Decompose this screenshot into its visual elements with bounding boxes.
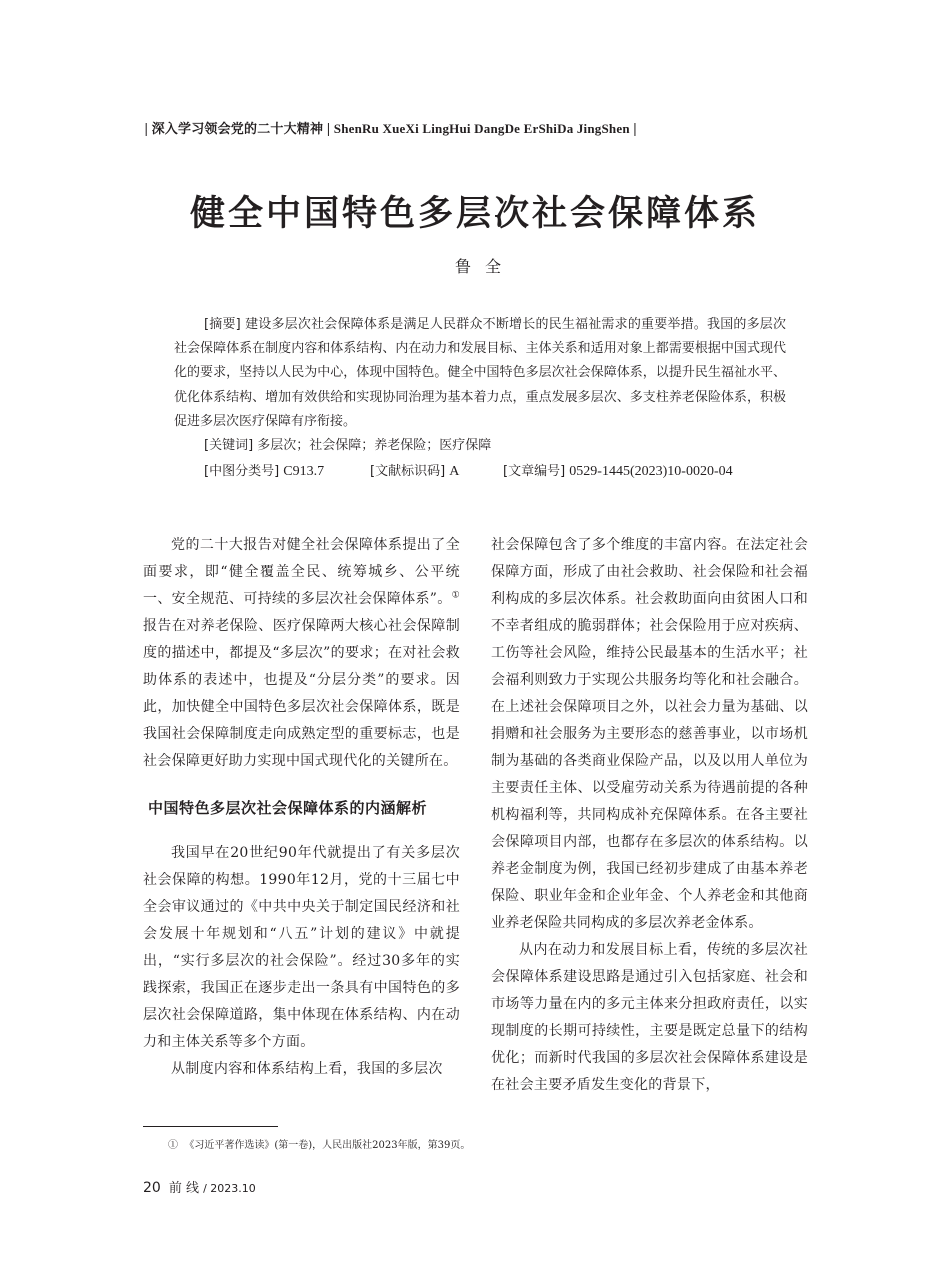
- footnote-text: 《习近平著作选读》(第一卷)，人民出版社2023年版，第39页。: [184, 1140, 471, 1151]
- paragraph-text: 报告在对养老保险、医疗保障两大核心社会保障制度的描述中，都提及“多层次”的要求；在对社会救助体系的表述中，也提及“分层分类”的要求。因此，加快健全中国特色多层次社会保障体系，既是我国社会保障制度走向成熟定型的重要标志，也是社会保障更好助力实现中国式现代化的关键所在。: [143, 618, 460, 769]
- keywords-label: [关键词]: [204, 438, 254, 454]
- page-number: 20: [143, 1180, 161, 1196]
- header-separator: |: [144, 122, 149, 137]
- section-heading: 中国特色多层次社会保障体系的内涵解析: [148, 799, 428, 817]
- article-number-label: [文章编号]: [503, 464, 566, 479]
- article-number-value: 0529-1445(2023)10-0020-04: [569, 464, 733, 479]
- clc-label: [中图分类号]: [204, 464, 280, 479]
- author-name: 鲁全: [454, 257, 515, 276]
- footnote: [168, 1136, 470, 1151]
- keywords-text: 多层次；社会保障；养老保险；医疗保障: [257, 438, 492, 454]
- body-paragraph: 社会保障包含了多个维度的丰富内容。在法定社会保障方面，形成了由社会救助、社会保险和社会福利构成的多层次体系。社会救助面向由贫困人口和不幸者组成的脆弱群体；社会保险用于应对疾病、工伤等社会风险，维持公民最基本的生活水平；社会福利则致力于实现公共服务均等化和社会融合。在上述社会保障项目之外，以社会力量为基础、以捐赠和社会服务为主要形态的慈善事业，以市场机制为基础的各类商业保险产品，以及以用人单位为主要责任主体、以受雇劳动关系为待遇前提的各种机构福利等，共同构成补充保障体系。在各主要社会保障项目内部，也都存在多层次的体系结构。以养老金制度为例，我国已经初步建成了由基本养老保险、职业年金和企业年金、个人养老金和其他商业养老保险共同构成的多层次养老金体系。: [491, 537, 808, 931]
- footnote-reference: ①: [451, 590, 460, 601]
- column-header: [141, 118, 640, 137]
- journal-name: 前 线: [168, 1181, 199, 1196]
- journal-issue: / 2023.10: [203, 1182, 256, 1195]
- body-paragraph: 从内在动力和发展目标上看，传统的多层次社会保障体系建设思路是通过引入包括家庭、社会和市场等力量在内的多元主体来分担政府责任，以实现制度的长期可持续性，主要是既定总量下的结构优化；而新时代我国的多层次社会保障体系建设是在社会主要矛盾发生变化的背景下，: [491, 942, 808, 1093]
- body-paragraph: 从制度内容和体系结构上看，我国的多层次: [171, 1061, 443, 1077]
- article-number: [503, 460, 733, 480]
- doc-code: [370, 460, 459, 480]
- header-separator: |: [632, 122, 638, 137]
- header-separator: |: [326, 122, 331, 137]
- body-paragraph: [143, 532, 460, 775]
- clc-value: C913.7: [283, 464, 325, 479]
- paragraph-text: 党的二十大报告对健全社会保障体系提出了全面要求，即“健全覆盖全民、统筹城乡、公平统一、安全规范、可持续的多层次社会保障体系”。: [143, 537, 460, 607]
- column-title-en: ShenRu XueXi LingHui DangDe ErShiDa JingShen: [333, 121, 630, 136]
- right-column: [491, 532, 808, 1099]
- abstract-label: [摘要]: [204, 317, 241, 332]
- column-title-cn: 深入学习领会党的二十大精神: [151, 122, 324, 137]
- doc-value: A: [449, 464, 460, 479]
- footnote-rule: [143, 1126, 278, 1127]
- article-title: 健全中国特色多层次社会保障体系: [189, 194, 760, 234]
- page-footer: [143, 1177, 256, 1196]
- body-paragraph: 我国早在20世纪90年代就提出了有关多层次社会保障的构想。1990年12月，党的十三届七中全会审议通过的《中共中央关于制定国民经济和社会发展十年规划和“八五”计划的建议》中就提出，“实行多层次的社会保险”。经过30多年的实践探索，我国正在逐步走出一条具有中国特色的多层次社会保障道路，集中体现在体系结构、内在动力和主体关系等多个方面。: [143, 845, 460, 1050]
- clc-code: [204, 460, 324, 480]
- keywords-line: [174, 434, 786, 458]
- abstract-text: 建设多层次社会保障体系是满足人民群众不断增长的民生福祉需求的重要举措。我国的多层次社会保障体系在制度内容和体系结构、内在动力和发展目标、主体关系和适用对象上都需要根据中国式现代化的要求，坚持以人民为中心，体现中国特色。健全中国特色多层次社会保障体系，以提升民生福祉水平、优化体系结构、增加有效供给和实现协同治理为基本着力点，重点发展多层次、多支柱养老保险体系，积极促进多层次医疗保障有序衔接。: [174, 317, 786, 429]
- left-column: [143, 532, 460, 1083]
- footnote-marker: ①: [168, 1140, 178, 1151]
- abstract-paragraph: [174, 313, 786, 434]
- doc-label: [文献标识码]: [370, 464, 446, 479]
- abstract-block: [174, 313, 786, 458]
